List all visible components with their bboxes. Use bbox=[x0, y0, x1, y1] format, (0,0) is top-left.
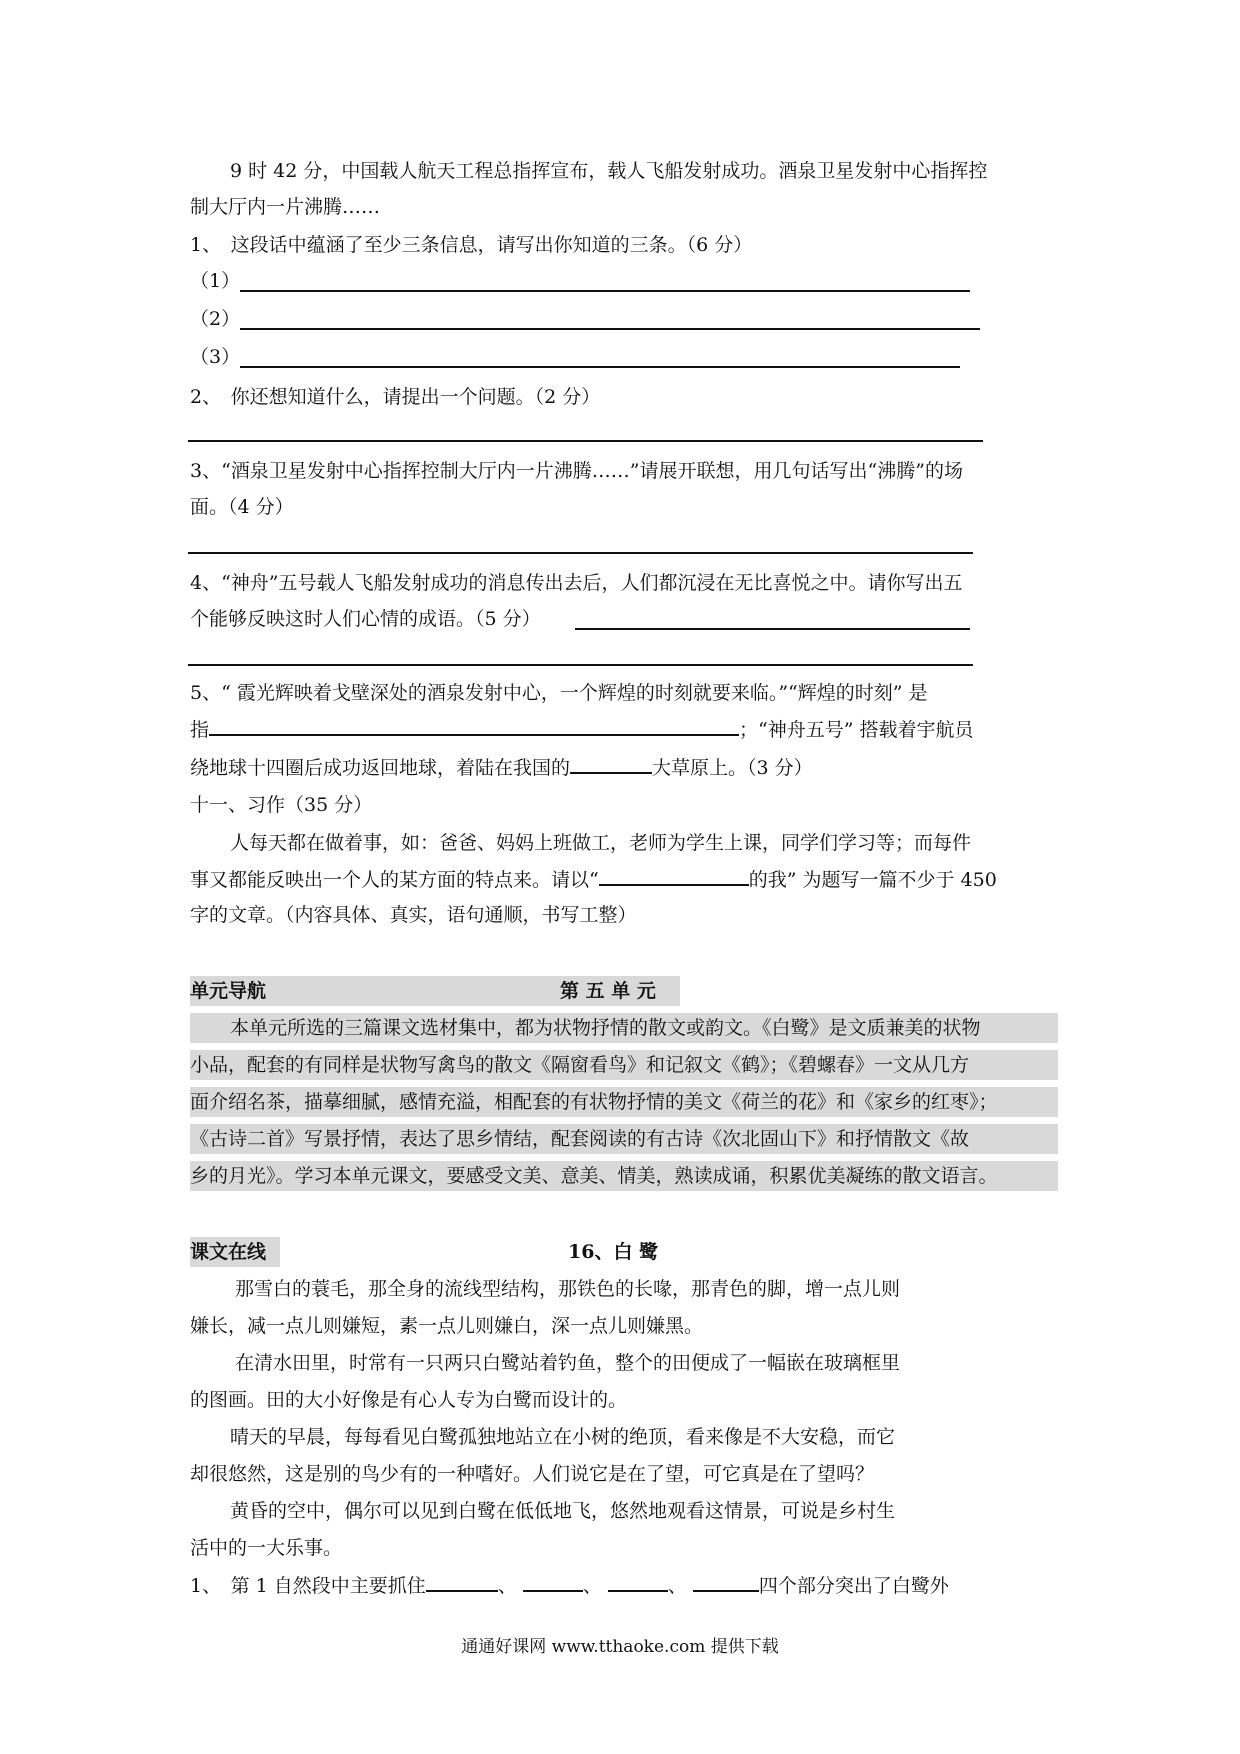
essay-text-a: 事又都能反映出一个人的某方面的特点来。请以“ bbox=[190, 869, 599, 891]
essay-line-2 bbox=[190, 864, 1060, 895]
item-label: （2） bbox=[190, 308, 241, 330]
essay-text-b: 的我” 为题写一篇不少于 450 bbox=[748, 869, 997, 891]
item-label: （3） bbox=[190, 346, 241, 368]
question-5-text-d: 大草原上。（3 分） bbox=[652, 757, 813, 779]
fill-blank[interactable] bbox=[426, 1570, 498, 1592]
essay-line-1: 人每天都在做着事，如：爸爸、妈妈上班做工，老师为学生上课，同学们学习等；而每件 bbox=[230, 832, 972, 854]
question-3-line-1: 3、“酒泉卫星发射中心指挥控制大厅内一片沸腾……”请展开联想，用几句话写出“沸腾”的场 bbox=[190, 460, 963, 482]
lesson-q1-text-b: 四个部分突出了白鹭外 bbox=[758, 1575, 949, 1597]
question-5-line-2 bbox=[190, 714, 1060, 745]
essay-heading: 十一、习作（35 分） bbox=[190, 794, 373, 816]
unit-line-4: 《古诗二首》写景抒情，表达了思乡情结，配套阅读的有古诗《次北固山下》和抒情散文《故 bbox=[190, 1128, 970, 1150]
answer-line[interactable] bbox=[240, 328, 980, 330]
lesson-line-2: 嫌长，减一点儿则嫌短，素一点儿则嫌白，深一点儿则嫌黑。 bbox=[190, 1315, 704, 1337]
separator: 、 bbox=[667, 1575, 687, 1597]
question-5-line-1: 5、“ 霞光辉映着戈壁深处的酒泉发射中心，一个辉煌的时刻就要来临。”“辉煌的时刻” 是 bbox=[190, 682, 928, 704]
intro-line-2: 制大厅内一片沸腾…… bbox=[190, 196, 381, 218]
lesson-line-8: 活中的一大乐事。 bbox=[190, 1537, 343, 1559]
question-5-text-b: ；“神舟五号” 搭载着宇航员 bbox=[739, 719, 974, 741]
intro-line-1: 9 时 42 分，中国载人航天工程总指挥宣布，载人飞船发射成功。酒泉卫星发射中心指挥控 bbox=[230, 160, 988, 182]
separator: 、 bbox=[497, 1575, 517, 1597]
question-3-line-2: 面。（4 分） bbox=[190, 496, 294, 518]
page-footer: 通通好课网 www.tthaoke.com 提供下载 bbox=[461, 1637, 779, 1657]
question-5-text-a: 指 bbox=[190, 719, 210, 741]
fill-blank[interactable] bbox=[209, 714, 739, 736]
unit-label: 单元导航 bbox=[190, 980, 267, 1002]
answer-line[interactable] bbox=[575, 628, 970, 630]
question-5-text-c: 绕地球十四圈后成功返回地球，着陆在我国的 bbox=[190, 757, 571, 779]
lesson-line-4: 的图画。田的大小好像是有心人专为白鹭而设计的。 bbox=[190, 1389, 628, 1411]
lesson-title: 16、白 鹭 bbox=[568, 1241, 659, 1263]
lesson-q1-text-a: 1、 第 1 自然段中主要抓住 bbox=[190, 1575, 426, 1597]
unit-line-2: 小品，配套的有同样是状物写禽鸟的散文《隔窗看鸟》和记叙文《鹤》；《碧螺春》一文从几方 bbox=[190, 1054, 970, 1076]
question-2: 2、 你还想知道什么，请提出一个问题。（2 分） bbox=[190, 386, 601, 408]
unit-line-3: 面介绍名茶，描摹细腻，感情充溢，相配套的有状物抒情的美文《荷兰的花》和《家乡的红枣》； bbox=[190, 1091, 998, 1113]
fill-blank[interactable] bbox=[599, 864, 749, 886]
answer-line[interactable] bbox=[240, 290, 970, 292]
answer-line[interactable] bbox=[188, 440, 983, 442]
question-4-text: 个能够反映这时人们心情的成语。（5 分） bbox=[190, 608, 541, 630]
fill-blank[interactable] bbox=[693, 1570, 759, 1592]
question-1: 1、 这段话中蕴涵了至少三条信息，请写出你知道的三条。（6 分） bbox=[190, 234, 753, 256]
lesson-question-1 bbox=[190, 1570, 1060, 1601]
lesson-label: 课文在线 bbox=[190, 1241, 267, 1263]
fill-blank[interactable] bbox=[523, 1570, 583, 1592]
lesson-line-3: 在清水田里，时常有一只两只白鹭站着钓鱼，整个的田便成了一幅嵌在玻璃框里 bbox=[235, 1352, 901, 1374]
fill-blank[interactable] bbox=[570, 752, 652, 774]
unit-line-1: 本单元所选的三篇课文选材集中，都为状物抒情的散文或韵文。《白鹭》是文质兼美的状物 bbox=[230, 1017, 981, 1039]
unit-title: 第 五 单 元 bbox=[560, 980, 656, 1002]
unit-line-5: 乡的月光》。学习本单元课文，要感受文美、意美、情美，熟读成诵，积累优美凝练的散文语言。 bbox=[190, 1165, 998, 1187]
essay-line-3: 字的文章。（内容具体、真实，语句通顺，书写工整） bbox=[190, 904, 637, 926]
separator: 、 bbox=[582, 1575, 602, 1597]
item-label: （1） bbox=[190, 270, 241, 292]
answer-line[interactable] bbox=[188, 552, 973, 554]
fill-blank[interactable] bbox=[608, 1570, 668, 1592]
question-5-line-3 bbox=[190, 752, 1060, 783]
answer-line[interactable] bbox=[188, 664, 973, 666]
lesson-line-5: 晴天的早晨，每每看见白鹭孤独地站立在小树的绝顶，看来像是不大安稳，而它 bbox=[230, 1426, 896, 1448]
lesson-line-1: 那雪白的蓑毛，那全身的流线型结构，那铁色的长喙，那青色的脚，增一点儿则 bbox=[235, 1278, 901, 1300]
question-4-line-1: 4、“神舟”五号载人飞船发射成功的消息传出去后，人们都沉浸在无比喜悦之中。请你写出五 bbox=[190, 572, 963, 594]
lesson-line-7: 黄昏的空中，偶尔可以见到白鹭在低低地飞，悠然地观看这情景，可说是乡村生 bbox=[230, 1500, 896, 1522]
lesson-line-6: 却很悠然，这是别的鸟少有的一种嗜好。人们说它是在了望，可它真是在了望吗？ bbox=[190, 1463, 875, 1485]
answer-line[interactable] bbox=[240, 366, 960, 368]
